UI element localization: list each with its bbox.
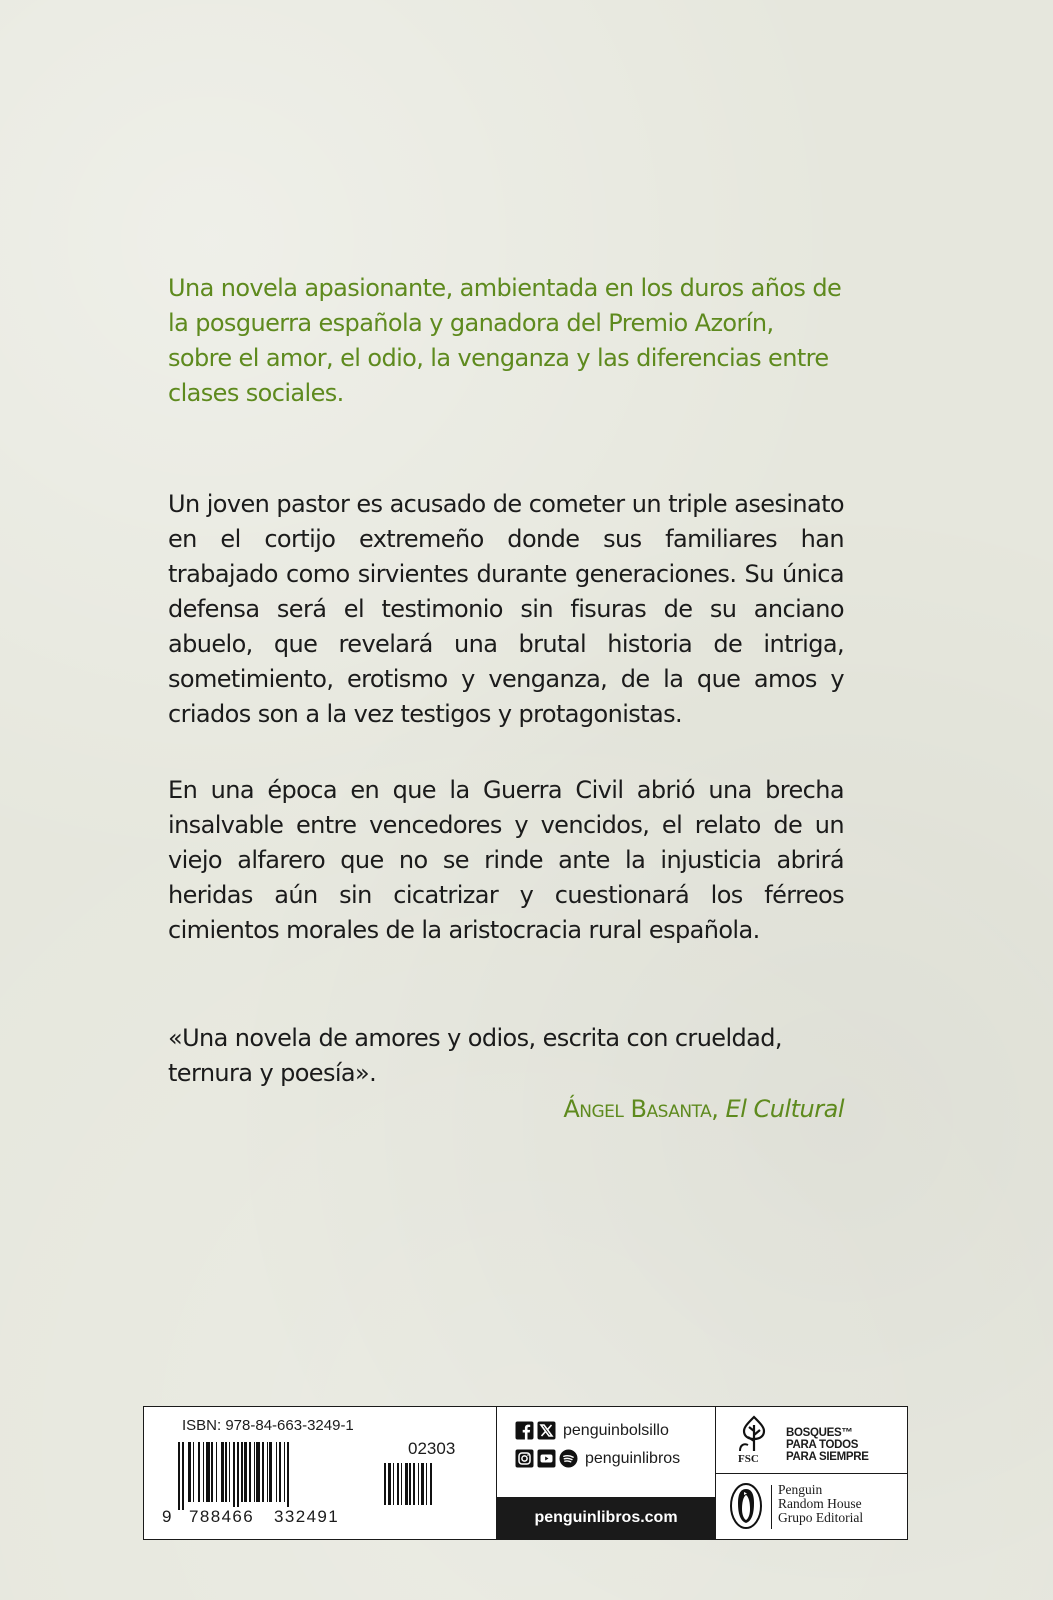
barcode-bar <box>233 1442 235 1510</box>
barcode-bar <box>393 1463 394 1505</box>
x-icon <box>537 1421 556 1440</box>
barcode-bar <box>244 1442 247 1502</box>
ean-barcode <box>178 1442 368 1512</box>
barcode-bar <box>254 1442 255 1502</box>
publisher-line-2: Random House <box>778 1496 862 1511</box>
barcode-bar <box>216 1442 217 1502</box>
barcode-digits-right: 332491 <box>274 1507 340 1526</box>
website-link[interactable]: penguinlibros.com <box>497 1497 715 1539</box>
logo-panel <box>716 1407 907 1539</box>
barcode-bar <box>409 1463 411 1505</box>
barcode-bar <box>237 1442 239 1510</box>
fsc-label: FSC <box>738 1453 759 1465</box>
barcode-bar <box>221 1442 224 1502</box>
social-row-libros <box>515 1449 680 1468</box>
handle-penguinbolsillo[interactable]: penguinbolsillo <box>563 1421 669 1439</box>
barcode-bar <box>256 1442 260 1502</box>
social-row-bolsillo <box>515 1421 669 1440</box>
barcode-bar <box>421 1463 424 1505</box>
barcode-bar <box>418 1463 419 1505</box>
youtube-icon <box>537 1449 556 1468</box>
barcode-digits-left: 788466 <box>189 1507 255 1526</box>
social-panel <box>497 1407 716 1539</box>
barcode-bar <box>198 1442 200 1502</box>
barcode-bar <box>279 1442 281 1502</box>
barcode-bar <box>203 1442 204 1502</box>
quote-attribution <box>563 1092 844 1127</box>
barcode-bar <box>426 1463 427 1505</box>
barcode-bar <box>249 1442 251 1502</box>
barcode-bar <box>276 1442 277 1502</box>
fsc-slogan-line-3: PARA SIEMPRE <box>786 1451 869 1463</box>
barcode-bar <box>178 1442 180 1510</box>
quote-publication: El Cultural <box>725 1095 844 1123</box>
barcode-bar <box>188 1442 191 1502</box>
back-cover-footer <box>143 1406 908 1540</box>
barcode-bar <box>430 1463 432 1505</box>
barcode-bar <box>267 1442 268 1502</box>
barcode-bar <box>384 1463 386 1505</box>
publisher-logo <box>716 1473 907 1539</box>
barcode-bar <box>193 1442 194 1502</box>
barcode-bar <box>287 1442 289 1510</box>
addon-barcode <box>384 1463 479 1513</box>
synopsis-paragraph-1: Un joven pastor es acusado de cometer un triple asesinato en el cortijo extremeño donde sus familiares han trabajado como sirvientes durante generaciones. Su única defensa será el testimonio sin fisuras de su anciano abuelo, que revelará una brutal historia de intriga, sometimiento, erotismo y venganza, de la que amos y criados son a la vez testigos y protagonistas. <box>168 490 844 728</box>
barcode-bar <box>182 1442 184 1510</box>
barcode-bar <box>269 1442 272 1502</box>
barcode-bar <box>413 1463 415 1505</box>
barcode-bar <box>206 1442 210 1502</box>
barcode-bar <box>241 1442 243 1502</box>
barcode-bar <box>397 1463 399 1505</box>
barcode-bar <box>225 1442 227 1502</box>
handle-penguinlibros[interactable]: penguinlibros <box>585 1449 681 1467</box>
facebook-icon <box>515 1421 534 1440</box>
publisher-line-3: Grupo Editorial <box>778 1510 864 1525</box>
barcode-digit-first: 9 <box>162 1507 173 1526</box>
fsc-tree-icon <box>734 1415 774 1453</box>
fsc-certification <box>716 1407 907 1474</box>
barcode-bar <box>211 1442 213 1502</box>
spotify-icon <box>559 1449 578 1468</box>
tagline: Una novela apasionante, ambientada en los duros años de la posguerra española y ganadora del Premio Azorín, sobre el amor, el odio, la venganza y las diferencias entre clases sociales. <box>168 274 842 407</box>
penguin-icon <box>728 1481 764 1531</box>
barcode-bar <box>405 1463 408 1505</box>
publisher-name <box>778 1483 863 1525</box>
barcode-bar <box>262 1442 264 1502</box>
isbn-label: ISBN: 978-84-663-3249-1 <box>182 1417 354 1434</box>
barcode-panel <box>144 1407 497 1539</box>
barcode-addon-number: 02303 <box>408 1439 456 1458</box>
publisher-line-1: Penguin <box>778 1482 823 1497</box>
barcode-bar <box>401 1463 402 1505</box>
fsc-slogan-line-1: BOSQUES™ <box>786 1427 853 1439</box>
barcode-bar <box>388 1463 391 1505</box>
review-quote: «Una novela de amores y odios, escrita con crueldad, ternura y poesía». <box>168 1024 782 1087</box>
barcode-bar <box>284 1442 285 1502</box>
fsc-slogan-line-2: PARA TODOS <box>786 1439 859 1451</box>
quote-author: Ángel Basanta, <box>563 1095 719 1123</box>
fsc-slogan <box>786 1427 869 1463</box>
instagram-icon <box>515 1449 534 1468</box>
publisher-divider <box>771 1485 772 1529</box>
barcode-bar <box>229 1442 230 1502</box>
synopsis-paragraph-2: En una época en que la Guerra Civil abrió una brecha insalvable entre vencedores y vencidos, el relato de un viejo alfarero que no se rinde ante la injusticia abrirá heridas aún sin cicatrizar y cuestionará los férreos cimientos morales de la aristocracia rural española. <box>168 776 844 944</box>
